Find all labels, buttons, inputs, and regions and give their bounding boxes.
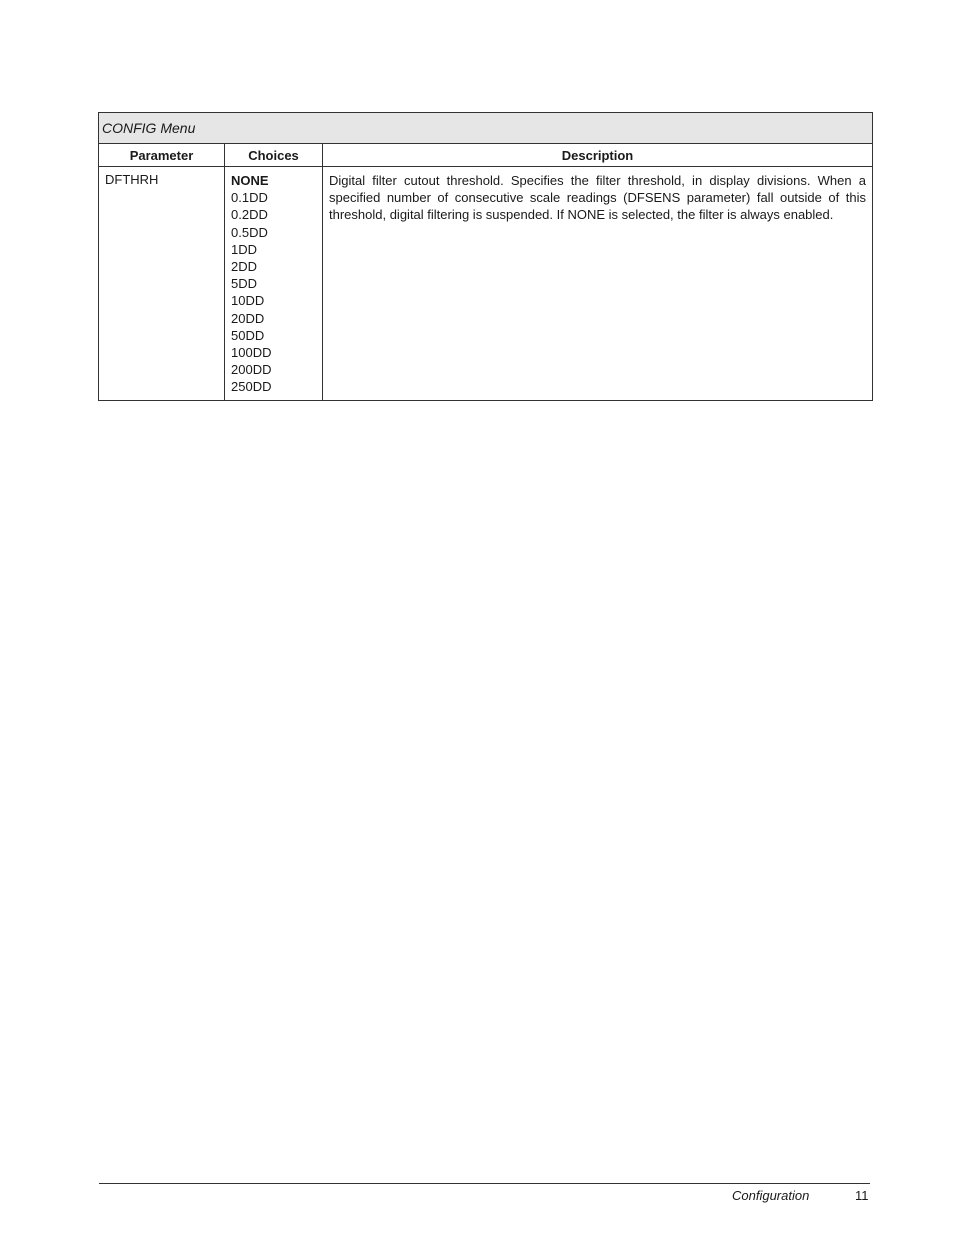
choice-item: 1DD bbox=[231, 241, 258, 257]
config-menu-table bbox=[98, 112, 873, 401]
choice-item: 20DD bbox=[231, 310, 265, 326]
choice-item: 2DD bbox=[231, 259, 258, 275]
table-title: CONFIG Menu bbox=[99, 113, 873, 144]
choice-item: 5DD bbox=[231, 276, 258, 292]
footer-page-number: 11 bbox=[855, 1188, 869, 1203]
footer-section-title: Configuration bbox=[732, 1188, 810, 1203]
header-parameter: Parameter bbox=[99, 144, 225, 167]
footer-divider bbox=[99, 1183, 870, 1184]
choice-item: 0.1DD bbox=[231, 190, 268, 206]
choice-item: 100DD bbox=[231, 345, 272, 361]
table-header-row bbox=[99, 144, 873, 167]
header-description: Description bbox=[323, 144, 873, 167]
parameter-name: DFTHRH bbox=[99, 167, 225, 401]
choices-list bbox=[225, 167, 323, 401]
choice-item: 0.2DD bbox=[231, 207, 268, 223]
table-row bbox=[99, 167, 873, 401]
choice-item: 50DD bbox=[231, 327, 265, 343]
choice-item: 200DD bbox=[231, 362, 272, 378]
header-choices: Choices bbox=[225, 144, 323, 167]
choice-item: 0.5DD bbox=[231, 224, 268, 240]
choice-item-default: NONE bbox=[231, 173, 269, 188]
parameter-description: Digital filter cutout threshold. Specifies the filter threshold, in display divisions. When a specified number of consecutive scale readings (DFSENS parameter) fall outside of this threshold, digital filtering is suspended. If NONE is selected, the filter is always enabled. bbox=[323, 167, 873, 401]
choice-item: 250DD bbox=[231, 379, 272, 395]
choice-item: 10DD bbox=[231, 293, 265, 309]
table-title-row bbox=[99, 113, 873, 144]
